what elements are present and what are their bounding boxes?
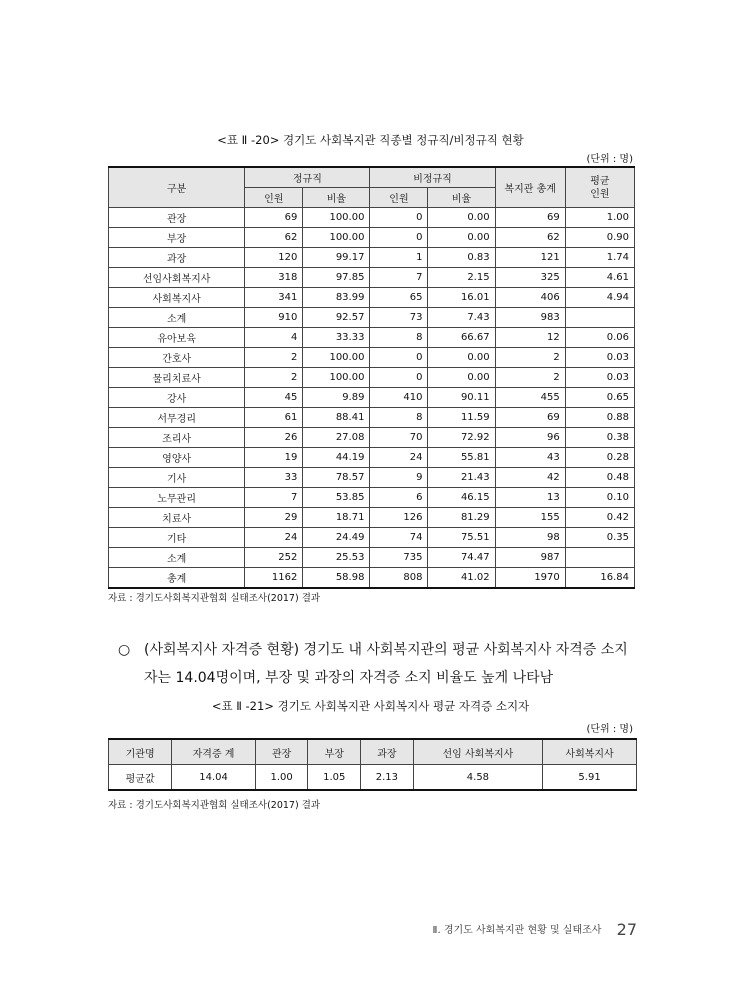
table2-unit: (단위 : 명) <box>586 724 633 735</box>
cert-header: 과장 <box>361 739 414 765</box>
cell-n-p: 11.59 <box>428 408 495 428</box>
cell-n-n: 6 <box>370 488 428 508</box>
header-avg: 평균 인원 <box>565 167 634 208</box>
header-total: 복지관 총계 <box>495 167 565 208</box>
header-regular: 정규직 <box>245 167 370 188</box>
cell-n-n: 808 <box>370 568 428 589</box>
page-footer <box>433 920 637 939</box>
table-row <box>109 248 635 268</box>
cell-r-p: 44.19 <box>303 448 370 468</box>
cell-label: 과장 <box>109 248 245 268</box>
summary-text: (사회복지사 자격증 현황) 경기도 내 사회복지관의 평균 사회복지사 자격증 소지자는 14.04명이며, 부장 및 과장의 자격증 소지 비율도 높게 나타남 <box>144 642 628 686</box>
cell-n-p: 21.43 <box>428 468 495 488</box>
cell-avg: 16.84 <box>565 568 634 589</box>
cell-total: 69 <box>495 208 565 228</box>
cert-cell: 평균값 <box>109 765 172 791</box>
cell-r-p: 58.98 <box>303 568 370 589</box>
cell-r-n: 7 <box>245 488 303 508</box>
cell-n-p: 41.02 <box>428 568 495 589</box>
cell-avg: 0.65 <box>565 388 634 408</box>
cell-r-p: 78.57 <box>303 468 370 488</box>
cell-r-n: 252 <box>245 548 303 568</box>
cell-avg: 0.35 <box>565 528 634 548</box>
cell-total: 406 <box>495 288 565 308</box>
footer-chapter: Ⅱ. 경기도 사회복지관 현황 및 실태조사 <box>432 925 602 936</box>
cert-cell: 14.04 <box>172 765 256 791</box>
cell-r-p: 53.85 <box>303 488 370 508</box>
cell-r-n: 19 <box>245 448 303 468</box>
cell-r-n: 33 <box>245 468 303 488</box>
table1-unit: (단위 : 명) <box>586 154 633 165</box>
cell-avg <box>565 308 634 328</box>
cell-r-p: 25.53 <box>303 548 370 568</box>
table-row <box>109 308 635 328</box>
cell-label: 조리사 <box>109 428 245 448</box>
cell-r-n: 2 <box>245 368 303 388</box>
cell-total: 2 <box>495 348 565 368</box>
cell-r-p: 100.00 <box>303 368 370 388</box>
cert-cell: 1.00 <box>255 765 308 791</box>
page-number: 27 <box>616 920 637 939</box>
cell-total: 42 <box>495 468 565 488</box>
cell-r-n: 341 <box>245 288 303 308</box>
cell-avg: 0.90 <box>565 228 634 248</box>
header-regular-ratio: 비율 <box>303 188 370 208</box>
cell-avg: 4.61 <box>565 268 634 288</box>
cert-header: 자격증 계 <box>172 739 256 765</box>
cell-n-p: 16.01 <box>428 288 495 308</box>
cell-n-n: 1 <box>370 248 428 268</box>
table-row <box>109 328 635 348</box>
cell-n-p: 90.11 <box>428 388 495 408</box>
cell-label: 치료사 <box>109 508 245 528</box>
cert-cell: 5.91 <box>543 765 637 791</box>
cell-label: 총계 <box>109 568 245 589</box>
cell-total: 62 <box>495 228 565 248</box>
cell-r-n: 45 <box>245 388 303 408</box>
cell-r-p: 100.00 <box>303 208 370 228</box>
cell-r-n: 29 <box>245 508 303 528</box>
cell-n-n: 65 <box>370 288 428 308</box>
cell-r-p: 97.85 <box>303 268 370 288</box>
circle-bullet-icon: ○ <box>118 642 131 658</box>
cert-cell: 2.13 <box>361 765 414 791</box>
header-regular-people: 인원 <box>245 188 303 208</box>
table-row <box>109 288 635 308</box>
table-row <box>109 388 635 408</box>
cell-r-p: 100.00 <box>303 228 370 248</box>
cell-n-n: 735 <box>370 548 428 568</box>
cell-n-p: 0.00 <box>428 348 495 368</box>
cell-avg: 0.06 <box>565 328 634 348</box>
cell-n-n: 70 <box>370 428 428 448</box>
cell-label: 간호사 <box>109 348 245 368</box>
cell-total: 43 <box>495 448 565 468</box>
cell-avg: 0.38 <box>565 428 634 448</box>
cell-r-p: 99.17 <box>303 248 370 268</box>
cell-total: 12 <box>495 328 565 348</box>
cell-total: 121 <box>495 248 565 268</box>
cell-n-p: 72.92 <box>428 428 495 448</box>
cell-n-p: 0.00 <box>428 208 495 228</box>
cell-r-n: 910 <box>245 308 303 328</box>
cell-r-p: 27.08 <box>303 428 370 448</box>
cell-n-p: 0.00 <box>428 228 495 248</box>
cell-r-n: 62 <box>245 228 303 248</box>
cell-total: 455 <box>495 388 565 408</box>
cell-label: 관장 <box>109 208 245 228</box>
cell-n-p: 55.81 <box>428 448 495 468</box>
cell-n-n: 7 <box>370 268 428 288</box>
staff-table <box>108 166 635 589</box>
cell-label: 유아보육 <box>109 328 245 348</box>
cell-n-p: 2.15 <box>428 268 495 288</box>
cell-r-p: 100.00 <box>303 348 370 368</box>
cert-header: 선임 사회복지사 <box>413 739 542 765</box>
cell-label: 노무관리 <box>109 488 245 508</box>
cell-n-n: 0 <box>370 208 428 228</box>
cell-n-p: 81.29 <box>428 508 495 528</box>
cert-cell: 4.58 <box>413 765 542 791</box>
cell-avg <box>565 548 634 568</box>
cell-n-p: 0.00 <box>428 368 495 388</box>
cell-label: 서무경리 <box>109 408 245 428</box>
cell-total: 98 <box>495 528 565 548</box>
cell-total: 1970 <box>495 568 565 589</box>
cell-n-n: 0 <box>370 368 428 388</box>
cell-avg: 0.48 <box>565 468 634 488</box>
cell-n-n: 0 <box>370 228 428 248</box>
cell-r-n: 318 <box>245 268 303 288</box>
cell-r-p: 18.71 <box>303 508 370 528</box>
header-gubun: 구분 <box>109 167 245 208</box>
cell-label: 부장 <box>109 228 245 248</box>
cell-r-n: 1162 <box>245 568 303 589</box>
cell-total: 987 <box>495 548 565 568</box>
cert-header: 관장 <box>255 739 308 765</box>
cell-r-n: 4 <box>245 328 303 348</box>
cell-n-n: 24 <box>370 448 428 468</box>
cell-r-n: 24 <box>245 528 303 548</box>
cell-label: 기사 <box>109 468 245 488</box>
table-row <box>109 268 635 288</box>
cell-total: 96 <box>495 428 565 448</box>
cell-n-p: 7.43 <box>428 308 495 328</box>
table-row <box>109 208 635 228</box>
summary-paragraph <box>118 636 638 692</box>
cell-r-n: 120 <box>245 248 303 268</box>
cell-total: 2 <box>495 368 565 388</box>
cell-r-p: 33.33 <box>303 328 370 348</box>
cell-avg: 4.94 <box>565 288 634 308</box>
cell-label: 사회복지사 <box>109 288 245 308</box>
cell-r-n: 69 <box>245 208 303 228</box>
cell-n-n: 8 <box>370 408 428 428</box>
table-row <box>109 448 635 468</box>
table-row <box>109 528 635 548</box>
cell-label: 기타 <box>109 528 245 548</box>
cell-avg: 1.00 <box>565 208 634 228</box>
cell-avg: 0.88 <box>565 408 634 428</box>
header-nonregular: 비정규직 <box>370 167 495 188</box>
cert-header: 사회복지사 <box>543 739 637 765</box>
cell-n-n: 0 <box>370 348 428 368</box>
cell-n-n: 73 <box>370 308 428 328</box>
table-row <box>109 228 635 248</box>
cell-n-p: 46.15 <box>428 488 495 508</box>
table1-source: 자료 : 경기도사회복지관협회 실태조사(2017) 결과 <box>108 593 321 604</box>
header-nonregular-people: 인원 <box>370 188 428 208</box>
cell-label: 소계 <box>109 308 245 328</box>
table-row <box>109 508 635 528</box>
table-row <box>109 408 635 428</box>
table-row <box>109 568 635 589</box>
cell-r-p: 83.99 <box>303 288 370 308</box>
cell-avg: 0.42 <box>565 508 634 528</box>
cell-r-n: 2 <box>245 348 303 368</box>
cert-cell: 1.05 <box>308 765 361 791</box>
cell-total: 13 <box>495 488 565 508</box>
cell-avg: 1.74 <box>565 248 634 268</box>
cell-n-p: 0.83 <box>428 248 495 268</box>
cell-label: 영양사 <box>109 448 245 468</box>
cell-avg: 0.03 <box>565 368 634 388</box>
cell-r-p: 24.49 <box>303 528 370 548</box>
table-row <box>109 368 635 388</box>
cell-avg: 0.10 <box>565 488 634 508</box>
table-row <box>109 428 635 448</box>
cell-label: 물리치료사 <box>109 368 245 388</box>
table2-source: 자료 : 경기도사회복지관협회 실태조사(2017) 결과 <box>108 800 321 811</box>
cert-table <box>108 738 637 791</box>
cell-r-p: 92.57 <box>303 308 370 328</box>
cell-n-n: 8 <box>370 328 428 348</box>
table1-caption: <표 Ⅱ -20> 경기도 사회복지관 직종별 정규직/비정규직 현황 <box>217 133 524 147</box>
table-row <box>109 468 635 488</box>
table-row <box>109 348 635 368</box>
cell-label: 강사 <box>109 388 245 408</box>
cell-total: 325 <box>495 268 565 288</box>
cell-n-n: 410 <box>370 388 428 408</box>
cell-n-n: 74 <box>370 528 428 548</box>
cell-total: 983 <box>495 308 565 328</box>
cell-label: 소계 <box>109 548 245 568</box>
cell-n-p: 75.51 <box>428 528 495 548</box>
table-row <box>109 488 635 508</box>
cell-total: 155 <box>495 508 565 528</box>
cell-avg: 0.28 <box>565 448 634 468</box>
cell-r-n: 26 <box>245 428 303 448</box>
cell-r-p: 88.41 <box>303 408 370 428</box>
table-row <box>109 548 635 568</box>
cert-header: 부장 <box>308 739 361 765</box>
cell-n-n: 126 <box>370 508 428 528</box>
cell-n-p: 74.47 <box>428 548 495 568</box>
cell-label: 선임사회복지사 <box>109 268 245 288</box>
cell-n-p: 66.67 <box>428 328 495 348</box>
cell-r-n: 61 <box>245 408 303 428</box>
cell-n-n: 9 <box>370 468 428 488</box>
cell-avg: 0.03 <box>565 348 634 368</box>
table2-caption: <표 Ⅱ -21> 경기도 사회복지관 사회복지사 평균 자격증 소지자 <box>211 699 530 713</box>
header-nonregular-ratio: 비율 <box>428 188 495 208</box>
cert-header: 기관명 <box>109 739 172 765</box>
cell-total: 69 <box>495 408 565 428</box>
cell-r-p: 9.89 <box>303 388 370 408</box>
